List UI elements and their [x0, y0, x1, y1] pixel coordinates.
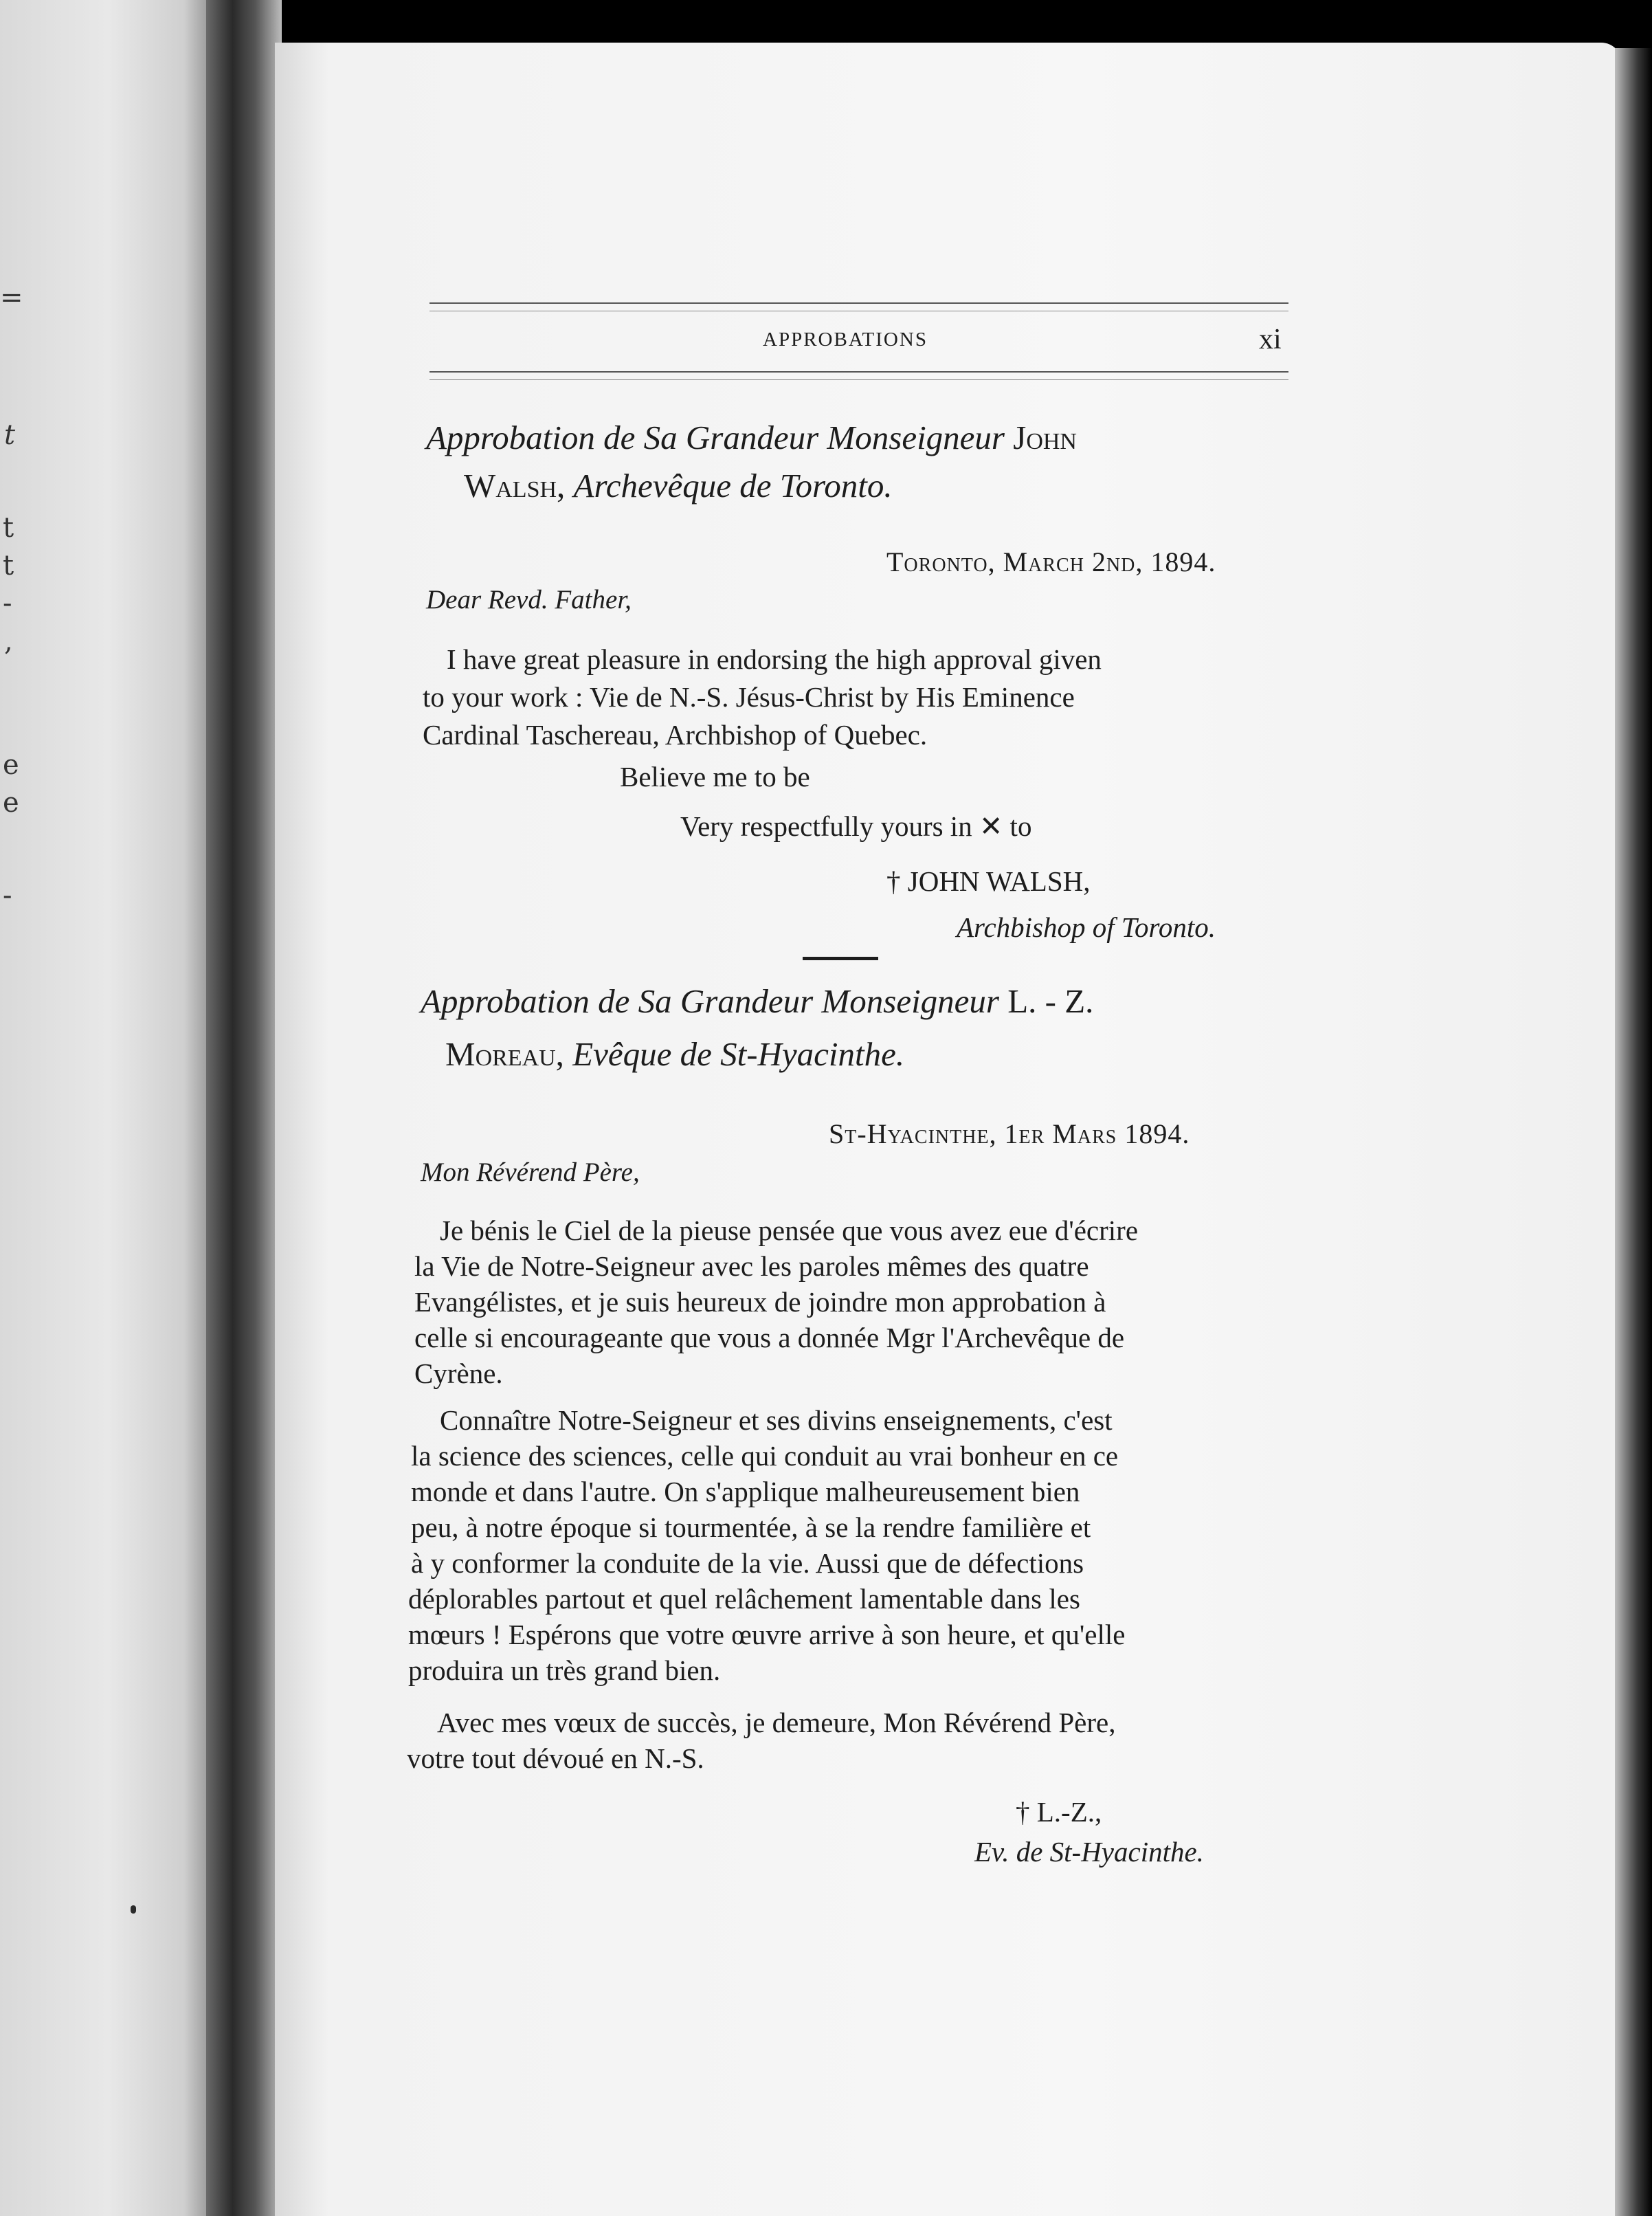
header-rule-bottom-thin	[429, 379, 1288, 380]
title-text: Evêque de St-Hyacinthe.	[572, 1035, 905, 1073]
page-edge-shadow	[1615, 48, 1652, 2216]
body-line: I have great pleasure in endorsing the high approval given	[447, 643, 1102, 675]
closing-line: Very respectfully yours in ✕ to	[680, 810, 1032, 842]
title-name: John	[1013, 419, 1077, 456]
body-line: mœurs ! Espérons que votre œuvre arrive à son heure, et qu'elle	[408, 1619, 1126, 1650]
body-line: peu, à notre époque si tourmentée, à se la rendre familière et	[411, 1511, 1091, 1543]
body-line: produira un très grand bien.	[408, 1654, 721, 1686]
body-line: to your work : Vie de N.-S. Jésus-Christ by His Eminence	[423, 681, 1075, 713]
salutation: Dear Revd. Father,	[426, 585, 632, 614]
body-line: Evangélistes, et je suis heureux de joindre mon approbation à	[414, 1286, 1106, 1318]
body-line: Cyrène.	[414, 1358, 503, 1389]
title-text: Approbation de Sa Grandeur Monseigneur	[426, 419, 1005, 456]
previous-page-edge	[0, 0, 216, 2216]
approbation-title-line2	[464, 466, 893, 505]
title-text: Approbation de Sa Grandeur Monseigneur	[421, 982, 999, 1020]
body-line: Je bénis le Ciel de la pieuse pensée que vous avez eue d'écrire	[440, 1215, 1139, 1246]
body-line: celle si encourageante que vous a donnée Mgr l'Archevêque de	[414, 1322, 1125, 1353]
header-rule-bottom	[429, 371, 1288, 373]
title-name: Walsh,	[464, 467, 566, 505]
title-name: L. - Z.	[1007, 982, 1094, 1020]
edge-glyph: -	[3, 588, 12, 619]
body-line: la science des sciences, celle qui conduit au vrai bonheur en ce	[411, 1440, 1119, 1472]
edge-glyph: e	[3, 749, 19, 781]
section-separator	[803, 957, 878, 960]
edge-glyph: e	[3, 787, 19, 819]
header-rule-top	[429, 302, 1288, 304]
letter-date: St-Hyacinthe, 1er Mars 1894.	[829, 1118, 1190, 1149]
body-line: à y conformer la conduite de la vie. Aussi que de défections	[411, 1547, 1084, 1579]
body-line: déplorables partout et quel relâchement lamentable dans les	[408, 1583, 1080, 1615]
signature-title: Ev. de St-Hyacinthe.	[974, 1836, 1204, 1868]
running-head: APPROBATIONS	[763, 329, 928, 351]
page-number: xi	[1259, 324, 1282, 355]
approbation-title	[426, 418, 1077, 457]
body-line: Connaître Notre-Seigneur et ses divins enseignements, c'est	[440, 1404, 1113, 1436]
title-name: Moreau,	[445, 1035, 564, 1073]
signature-title: Archbishop of Toronto.	[957, 911, 1216, 943]
body-line: votre tout dévoué en N.-S.	[407, 1742, 704, 1774]
edge-glyph: t	[3, 512, 14, 544]
edge-glyph: -	[3, 880, 12, 911]
letter-date: Toronto, March 2nd, 1894.	[886, 546, 1216, 577]
body-line: Cardinal Taschereau, Archbishop of Quebec.	[423, 719, 928, 751]
book-gutter	[206, 0, 282, 2216]
edge-glyph: t	[4, 419, 16, 451]
body-line: la Vie de Notre-Seigneur avec les paroles mêmes des quatre	[414, 1250, 1089, 1282]
body-line: Avec mes vœux de succès, je demeure, Mon Révérend Père,	[437, 1707, 1116, 1738]
edge-glyph: ,	[4, 625, 13, 657]
signature: † JOHN WALSH,	[886, 865, 1091, 897]
ink-spot	[131, 1905, 136, 1914]
approbation-title-line2	[445, 1034, 904, 1074]
edge-glyph: t	[3, 550, 14, 581]
closing-line: Believe me to be	[620, 761, 810, 793]
body-line: monde et dans l'autre. On s'applique malheureusement bien	[411, 1476, 1080, 1507]
edge-glyph: =	[0, 282, 23, 313]
approbation-title	[421, 982, 1093, 1021]
title-text: Archevêque de Toronto.	[573, 467, 893, 505]
salutation: Mon Révérend Père,	[421, 1157, 640, 1187]
signature: † L.-Z.,	[1016, 1796, 1102, 1828]
